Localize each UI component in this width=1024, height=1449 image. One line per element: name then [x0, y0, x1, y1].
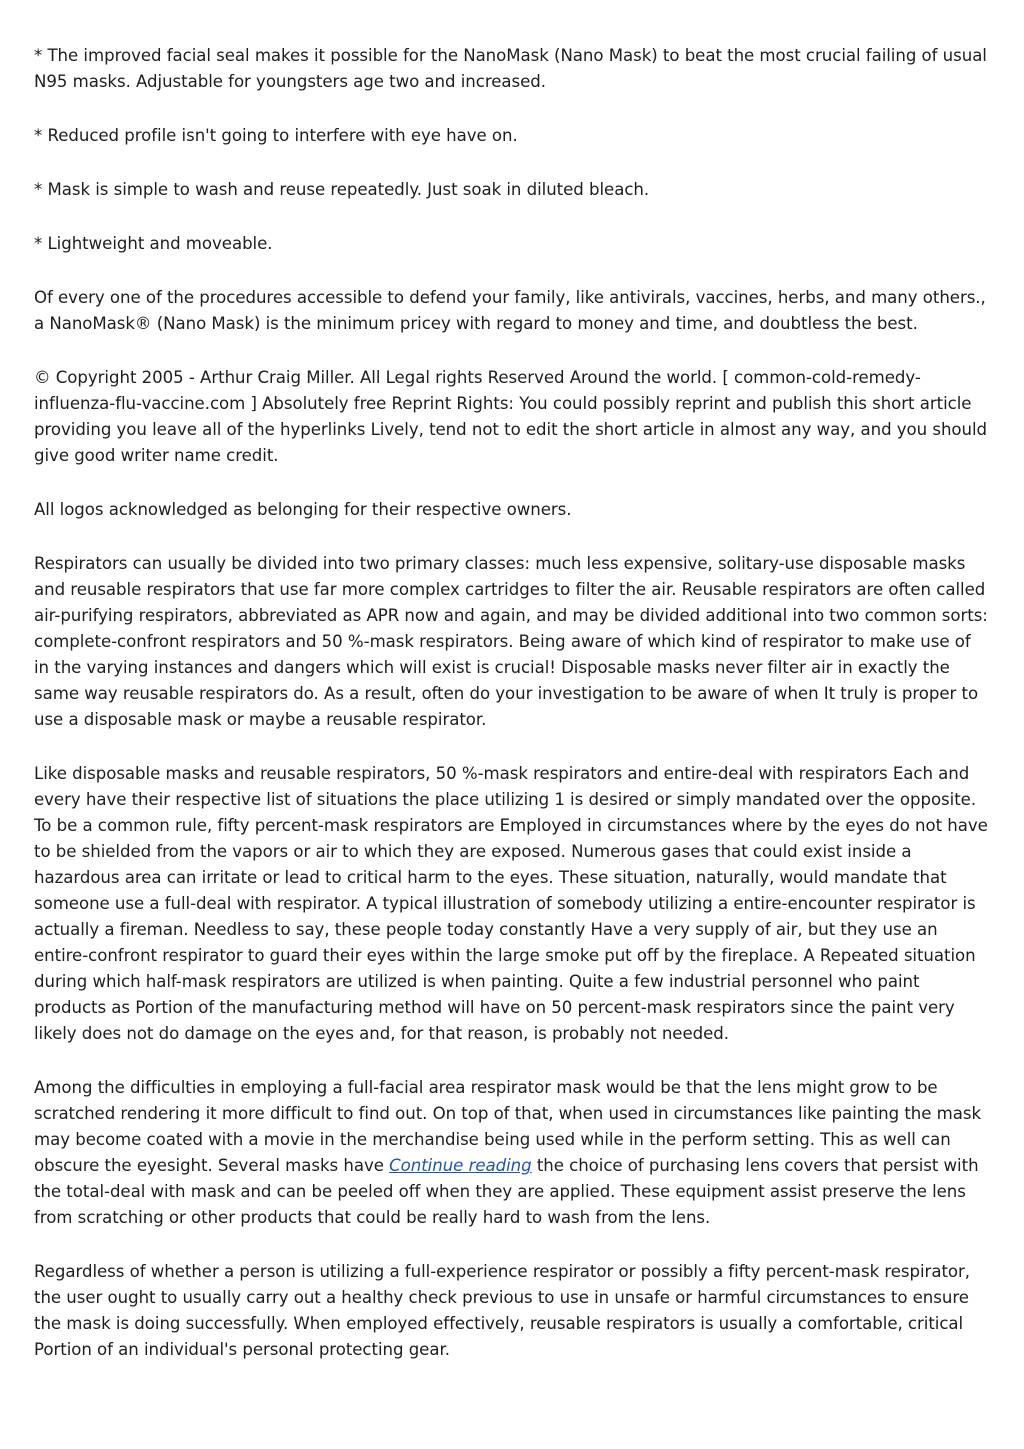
paragraph-procedures: Of every one of the procedures accessible to defend your family, like antivirals, vaccines, herbs, and many others., a NanoMask® (Nano Mask) is the minimum pricey with regard to money and time, and doubtless the best. [34, 288, 986, 333]
lens-text-before: Among the difficulties in employing a full-facial area respirator mask would be that the lens might grow to be scratched rendering it more difficult to find out. On top of that, when used in circumstances like painting the mask may become coated with a movie in the merchandise being used while in the perform setting. This as well can obscure the eyesight. Several masks have [34, 1078, 982, 1175]
paragraph-logos: All logos acknowledged as belonging for their respective owners. [34, 500, 572, 519]
paragraph-respirator-classes: Respirators can usually be divided into two primary classes: much less expensive, solitary-use disposable masks and reusable respirators that use far more complex cartridges to filter the air. Reusable respirators are often called air-purifying respirators, abbreviated as APR now and again, and may be divided additional into two common sorts: complete-confront respirators and 50 %-mask respirators. Being aware of which kind of respirator to make use of in the varying instances and dangers which will exist is crucial! Disposable masks never filter air in exactly the same way reusable respirators do. As a result, often do your investigation to be aware of when It truly is proper to use a disposable mask or maybe a reusable respirator. [34, 554, 988, 729]
paragraph-fit-check: Regardless of whether a person is utilizing a full-experience respirator or possibly a fifty percent-mask respirator, the user ought to usually carry out a healthy check previous to use in unsafe or harmful circumstances to ensure the mask is doing successfully. When employed effectively, reusable respirators is usually a comfortable, critical Portion of an individual's personal protecting gear. [34, 1262, 970, 1359]
paragraph-half-vs-full-mask: Like disposable masks and reusable respirators, 50 %-mask respirators and entire-deal with respirators Each and every have their respective list of situations the place utilizing 1 is desired or simply mandated over the opposite. To be a common rule, fifty percent-mask respirators are Employed in circumstances where by the eyes do not have to be shielded from the vapors or air to which they are exposed. Numerous gases that could exist inside a hazardous area can irritate or lead to critical harm to the eyes. These situation, naturally, would mandate that someone use a full-deal with respirator. A typical illustration of somebody utilizing a entire-encounter respirator is actually a fireman. Needless to say, these people today constantly Have a very supply of air, but they use an entire-confront respirator to guard their eyes within the large smoke put off by the fireplace. A Repeated situation during which half-mask respirators are utilized is when painting. Quite a few industrial personnel who paint products as Portion of the manufacturing method will have on 50 percent-mask respirators since the paint very likely does not do damage on the eyes and, for that reason, is probably not needed. [34, 764, 988, 1043]
bullet-lightweight: * Lightweight and moveable. [34, 234, 273, 253]
bullet-facial-seal: * The improved facial seal makes it possible for the NanoMask (Nano Mask) to beat the most crucial failing of usual N95 masks. Adjustable for youngsters age two and increased. [34, 46, 987, 91]
paragraph-copyright: © Copyright 2005 - Arthur Craig Miller. All Legal rights Reserved Around the world. [ common-cold-remedy-influenza-flu-vaccine.com ] Absolutely free Reprint Rights: You could possibly reprint and publish this short article providing you leave all of the hyperlinks Lively, tend not to edit the short article in almost any way, and you should give good writer name credit. [34, 368, 988, 465]
continue-reading-link[interactable]: Continue reading [389, 1156, 532, 1175]
paragraph-lens-difficulties [34, 1075, 990, 1231]
bullet-reduced-profile: * Reduced profile isn't going to interfere with eye have on. [34, 126, 518, 145]
lens-text-after: the choice of purchasing lens covers that persist with the total-deal with mask and can be peeled off when they are applied. These equipment assist preserve the lens from scratching or other products that could be really hard to wash from the lens. [34, 1156, 979, 1227]
bullet-wash-reuse: * Mask is simple to wash and reuse repeatedly. Just soak in diluted bleach. [34, 180, 650, 199]
